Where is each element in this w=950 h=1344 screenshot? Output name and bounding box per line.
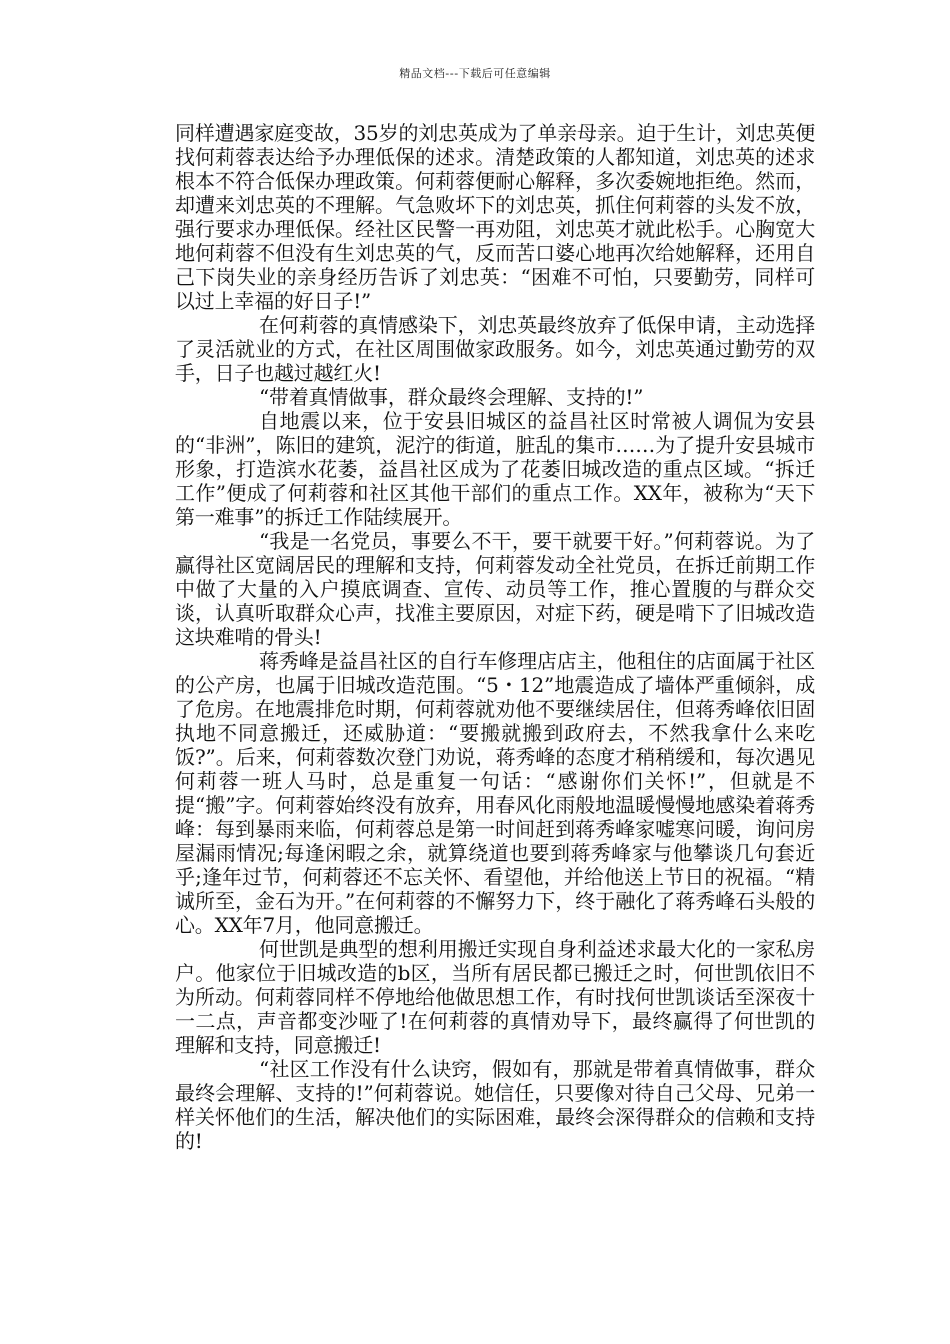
- paragraph: 蒋秀峰是益昌社区的自行车修理店店主，他租住的店面属于社区的公产房，也属于旧城改造范围。“5・12”地震造成了墙体严重倾斜，成了危房。在地震排危时期，何莉蓉就劝他不要继续居住，但蒋秀峰依旧固执地不同意搬迁，还威胁道：“要搬就搬到政府去，不然我拿什么来吃饭?”。后来，何莉蓉数次登门劝说，蒋秀峰的态度才稍稍缓和，每次遇见何莉蓉一班人马时，总是重复一句话：“感谢你们关怀!”，但就是不提“搬”字。何莉蓉始终没有放弃，用春风化雨般地温暖慢慢地感染着蒋秀峰：每到暴雨来临，何莉蓉总是第一时间赶到蒋秀峰家嘘寒问暖，询问房屋漏雨情况;每逢闲暇之余，就算绕道也要到蒋秀峰家与他攀谈几句套近乎;逢年过节，何莉蓉还不忘关怀、看望他，并给他送上节日的祝福。“精诚所至，金石为开。”在何莉蓉的不懈努力下，终于融化了蒋秀峰石头般的心。XX年7月，他同意搬迁。: [175, 649, 815, 937]
- document-body: [175, 121, 815, 1153]
- paragraph: 同样遭遇家庭变故，35岁的刘忠英成为了单亲母亲。迫于生计，刘忠英便找何莉蓉表达给予办理低保的述求。清楚政策的人都知道，刘忠英的述求根本不符合低保办理政策。何莉蓉便耐心解释，多次委婉地拒绝。然而，却遭来刘忠英的不理解。气急败坏下的刘忠英，抓住何莉蓉的头发不放，强行要求办理低保。经社区民警一再劝阻，刘忠英才就此松手。心胸宽大地何莉蓉不但没有生刘忠英的气，反而苦口婆心地再次给她解释，还用自己下岗失业的亲身经历告诉了刘忠英：“困难不可怕，只要勤劳，同样可以过上幸福的好日子!”: [175, 121, 815, 313]
- paragraph: “我是一名党员，事要么不干，要干就要干好。”何莉蓉说。为了赢得社区宽阔居民的理解和支持，何莉蓉发动全社党员，在拆迁前期工作中做了大量的入户摸底调查、宣传、动员等工作，推心置腹的与群众交谈，认真听取群众心声，找准主要原因，对症下药，硬是啃下了旧城改造这块难啃的骨头!: [175, 529, 815, 649]
- page-header: 精品文档---下载后可任意编辑: [399, 67, 551, 80]
- paragraph: 在何莉蓉的真情感染下，刘忠英最终放弃了低保申请，主动选择了灵活就业的方式，在社区周围做家政服务。如今，刘忠英通过勤劳的双手，日子也越过越红火!: [175, 313, 815, 385]
- paragraph: 何世凯是典型的想利用搬迁实现自身利益述求最大化的一家私房户。他家位于旧城改造的b区，当所有居民都已搬迁之时，何世凯依旧不为所动。何莉蓉同样不停地给他做思想工作，有时找何世凯谈话至深夜十一二点，声音都变沙哑了!在何莉蓉的真情劝导下，最终赢得了何世凯的理解和支持，同意搬迁!: [175, 937, 815, 1057]
- paragraph: 自地震以来，位于安县旧城区的益昌社区时常被人调侃为安县的“非洲”，陈旧的建筑，泥泞的街道，脏乱的集市……为了提升安县城市形象，打造滨水花萎，益昌社区成为了花萎旧城改造的重点区域。“拆迁工作”便成了何莉蓉和社区其他干部们的重点工作。XX年，被称为“天下第一难事”的拆迁工作陆续展开。: [175, 409, 815, 529]
- paragraph: “社区工作没有什么诀窍，假如有，那就是带着真情做事，群众最终会理解、支持的!”何莉蓉说。她信任，只要像对待自己父母、兄弟一样关怀他们的生活，解决他们的实际困难，最终会深得群众的信赖和支持的!: [175, 1057, 815, 1153]
- section-heading-quote: “带着真情做事，群众最终会理解、支持的!”: [259, 385, 644, 409]
